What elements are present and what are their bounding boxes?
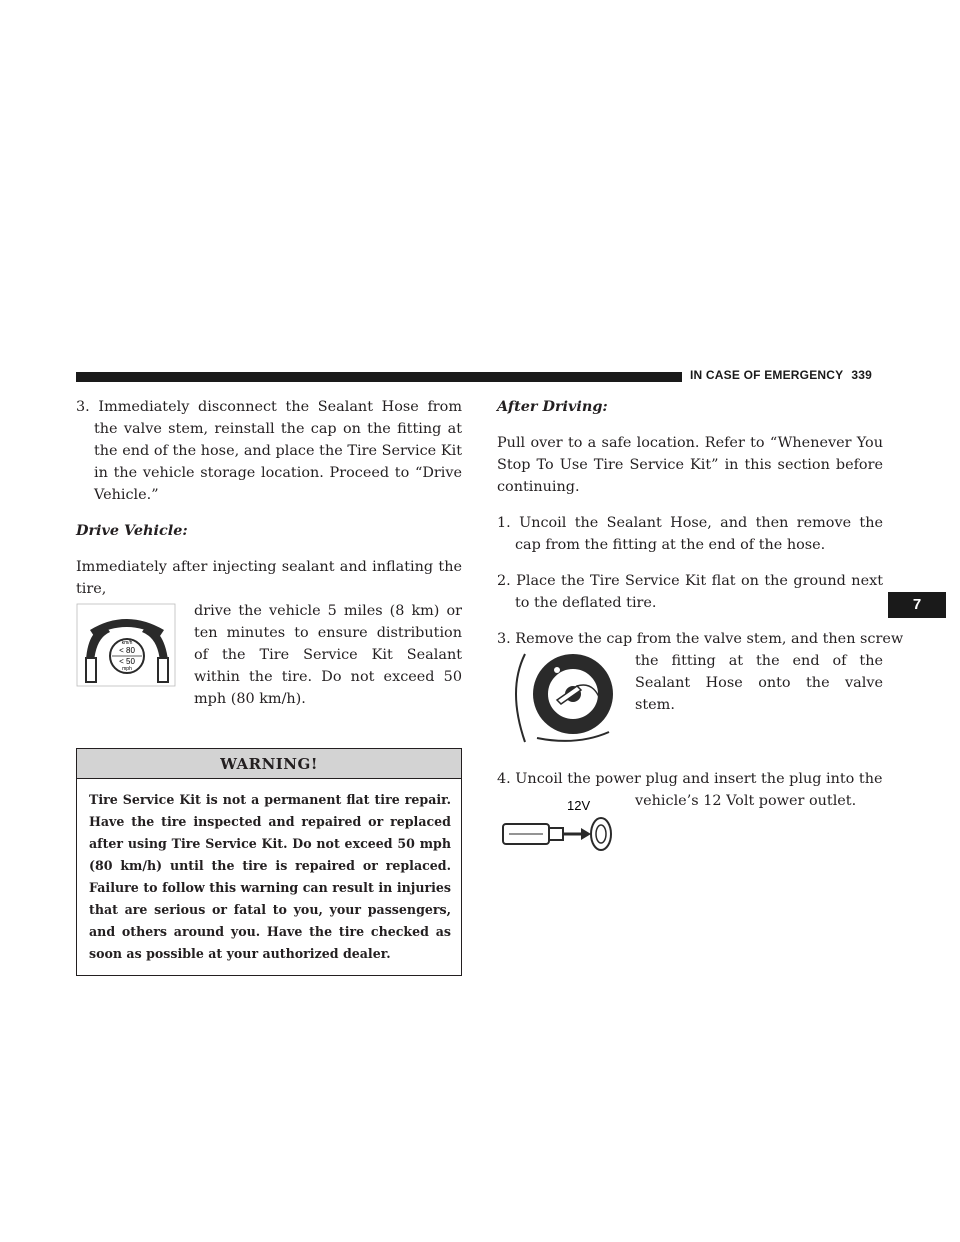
left-step-3: 3. Immediately disconnect the Sealant Hose from the valve stem, reinstall the cap on the fitting at the end of the hose, and place the Tire Service Kit in the vehicle storage location. Proceed to “Drive Vehicle.”	[76, 399, 462, 503]
left-column	[76, 396, 462, 976]
right-step-3-rest: the fitting at the end of the Sealant Hose onto the valve stem.	[635, 653, 883, 713]
right-column	[497, 396, 904, 886]
drive-vehicle-heading: Drive Vehicle:	[76, 522, 188, 539]
after-driving-para: Pull over to a safe location. Refer to “Whenever You Stop To Use Tire Service Kit” in this section before continuing.	[497, 435, 883, 495]
after-driving-heading: After Driving:	[497, 398, 608, 415]
right-step-4-line1: 4. Uncoil the power plug and insert the plug into the	[497, 771, 883, 787]
right-step-1: 1. Uncoil the Sealant Hose, and then remove the cap from the fitting at the end of the hose.	[497, 515, 883, 553]
drive-para-rest: drive the vehicle 5 miles (8 km) or ten minutes to ensure distribution of the Tire Service Kit Sealant within the tire. Do not exceed 50 mph (80 km/h).	[194, 603, 462, 707]
chapter-tab: 7	[888, 592, 946, 618]
power-plug-figure	[497, 790, 621, 886]
right-step-2: 2. Place the Tire Service Kit flat on the ground next to the deflated tire.	[497, 573, 883, 611]
warning-title: WARNING!	[77, 749, 461, 779]
speed-value-top: < 80	[119, 646, 135, 655]
tire-icon	[497, 650, 613, 746]
speed-unit-bottom: mph	[122, 666, 132, 672]
tire-valve-figure	[497, 650, 621, 746]
drive-para-line1: Immediately after injecting sealant and inflating the tire,	[76, 559, 462, 597]
plug-voltage-label: 12V	[567, 798, 591, 813]
running-header	[690, 368, 886, 382]
warning-box	[76, 748, 462, 976]
warning-body: Tire Service Kit is not a permanent flat tire repair. Have the tire inspected and repaired or replaced after using Tire Service Kit. Do not exceed 50 mph (80 km/h) until the tire is repaired or replaced. Failure to follow this warning can result in injuries that are serious or fatal to you, your passengers, and others around you. Have the tire checked as soon as possible at your authorized dealer.	[89, 792, 451, 961]
speed-unit-top: km/h	[121, 640, 133, 646]
section-title: IN CASE OF EMERGENCY	[690, 368, 844, 382]
right-step-3-line1: 3. Remove the cap from the valve stem, and then screw	[497, 631, 904, 647]
page-number: 339	[851, 368, 872, 382]
speed-value-bottom: < 50	[119, 657, 135, 666]
power-plug-icon	[497, 790, 617, 886]
speedometer-figure	[76, 600, 184, 690]
right-step-4-rest: vehicle’s 12 Volt power outlet.	[635, 793, 857, 809]
header-rule	[76, 372, 682, 382]
steering-wheel-icon	[76, 600, 176, 688]
